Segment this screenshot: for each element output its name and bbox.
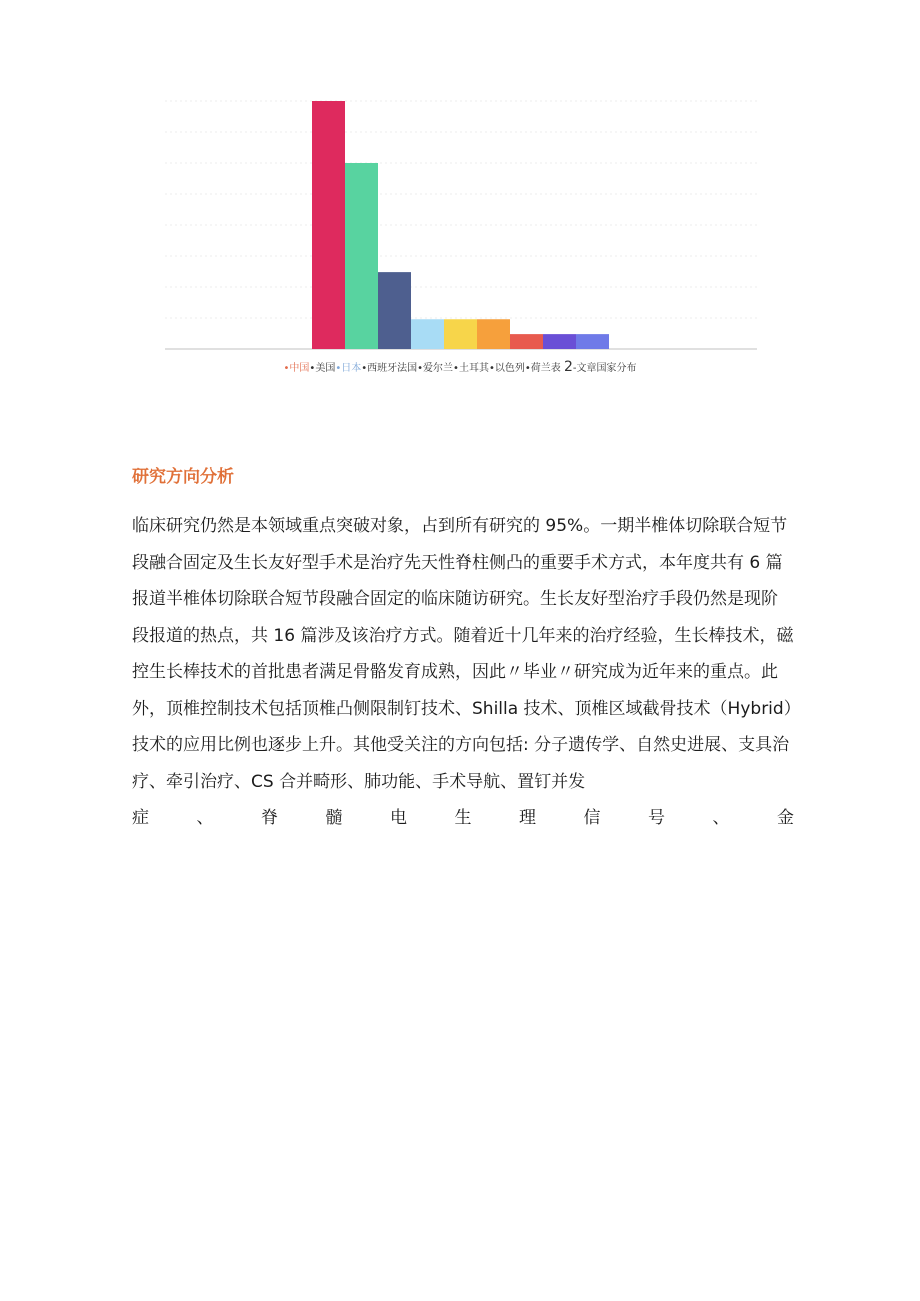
bar-法国 [444,319,477,349]
bar-西班牙 [411,319,444,349]
caption-segment: 2 [563,359,573,375]
bar-美国 [345,163,378,349]
paragraph-last-line: 症、脊髓电生理信号、金 [132,808,794,828]
caption-segment: •西班牙 [361,363,398,374]
caption-segment: •美国 [309,363,336,374]
bar-日本 [378,272,411,349]
bar-荷兰 [576,334,609,349]
caption-segment: •以色列 [488,363,525,374]
chart-caption [230,359,690,375]
caption-segment: •爱尔兰 [417,363,454,374]
caption-segment: •荷兰表 [524,363,564,374]
bar-中国 [312,101,345,349]
body-paragraph [132,508,794,837]
caption-segment: •土耳其 [453,363,489,374]
paragraph-text: 临床研究仍然是本领域重点突破对象，占到所有研究的 95%。一期半椎体切除联合短节段融合固定及生长友好型手术是治疗先天性脊柱侧凸的重要手术方式，本年度共有 6 篇报道半椎体切除联合短节段融合固定的临床随访研究。生长友好型治疗手段仍然是现阶段报道的热点，共 16 篇涉及该治疗方式。随着近十几年来的治疗经验，生长棒技术，磁控生长棒技术的首批患者满足骨骼发育成熟，因此〃毕业〃研究成为近年来的重点。此外，顶椎控制技术包括顶椎凸侧限制钉技术、Shilla 技术、顶椎区域截骨技术（Hybrid）技术的应用比例也逐步上升。其他受关注的方向包括: 分子遗传学、自然史进展、支具治疗、牵引治疗、CS 合并畸形、肺功能、手术导航、置钉并发 [132,516,794,792]
bar-chart [0,0,920,400]
caption-segment: -文章国家分布 [572,363,637,374]
bar-爱尔兰 [477,319,510,349]
bar-土耳其 [510,334,543,349]
chart-gridlines [165,101,757,318]
bar-以色列 [543,334,576,349]
caption-segment: 法国 [397,363,418,374]
caption-segment: •中国 [283,363,310,374]
section-title: 研究方向分析 [132,467,234,487]
caption-segment: •日本 [335,363,362,374]
